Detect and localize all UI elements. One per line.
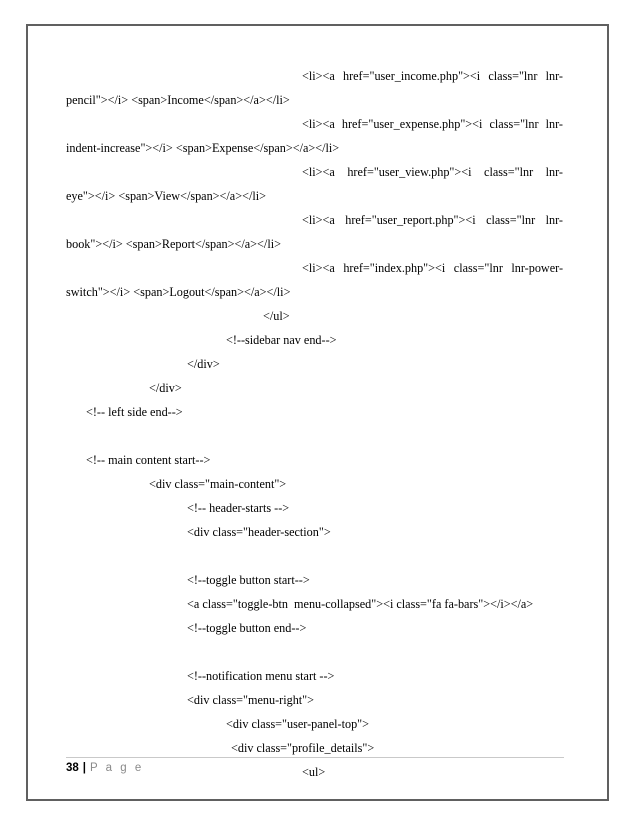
code-line: <a class="toggle-btn menu-collapsed"><i class="fa fa-bars"></i></a> <box>187 597 534 611</box>
code-line: <!-- main content start--> <box>86 453 211 467</box>
code-line: switch"></i> <span>Logout</span></a></li> <box>66 285 291 299</box>
code-line: <ul> <box>302 765 326 779</box>
footer-rule <box>66 757 564 758</box>
code-line: <div class="header-section"> <box>187 525 331 539</box>
page-footer <box>66 762 144 774</box>
code-line: eye"></i> <span>View</span></a></li> <box>66 189 266 203</box>
page-label: P a g e <box>90 762 144 774</box>
code-line: <div class="user-panel-top"> <box>226 717 370 731</box>
code-line: <li><a href="user_income.php"><i class="lnr lnr- <box>302 69 563 83</box>
code-line: pencil"></i> <span>Income</span></a></li> <box>66 93 290 107</box>
footer-separator: | <box>82 762 87 774</box>
code-line: <div class="main-content"> <box>149 477 287 491</box>
code-line: <div class="profile_details"> <box>231 741 375 755</box>
code-line: <!--toggle button start--> <box>187 573 310 587</box>
code-line: <!--sidebar nav end--> <box>226 333 337 347</box>
code-line: <li><a href="user_report.php"><i class="lnr lnr- <box>302 213 563 227</box>
page-number: 38 <box>66 762 79 774</box>
code-line: <div class="menu-right"> <box>187 693 315 707</box>
code-line: </div> <box>149 381 182 395</box>
code-line: <!--notification menu start --> <box>187 669 335 683</box>
code-line: </ul> <box>263 309 290 323</box>
code-line: book"></i> <span>Report</span></a></li> <box>66 237 281 251</box>
code-line: <!-- header-starts --> <box>187 501 290 515</box>
code-line: <li><a href="index.php"><i class="lnr lnr-power- <box>302 261 563 275</box>
code-line: <!--toggle button end--> <box>187 621 307 635</box>
code-line: indent-increase"></i> <span>Expense</span></a></li> <box>66 141 340 155</box>
code-line: <!-- left side end--> <box>86 405 183 419</box>
code-line: <li><a href="user_expense.php"><i class="lnr lnr- <box>302 117 563 131</box>
code-line: <li><a href="user_view.php"><i class="lnr lnr- <box>302 165 563 179</box>
code-line: </div> <box>187 357 220 371</box>
